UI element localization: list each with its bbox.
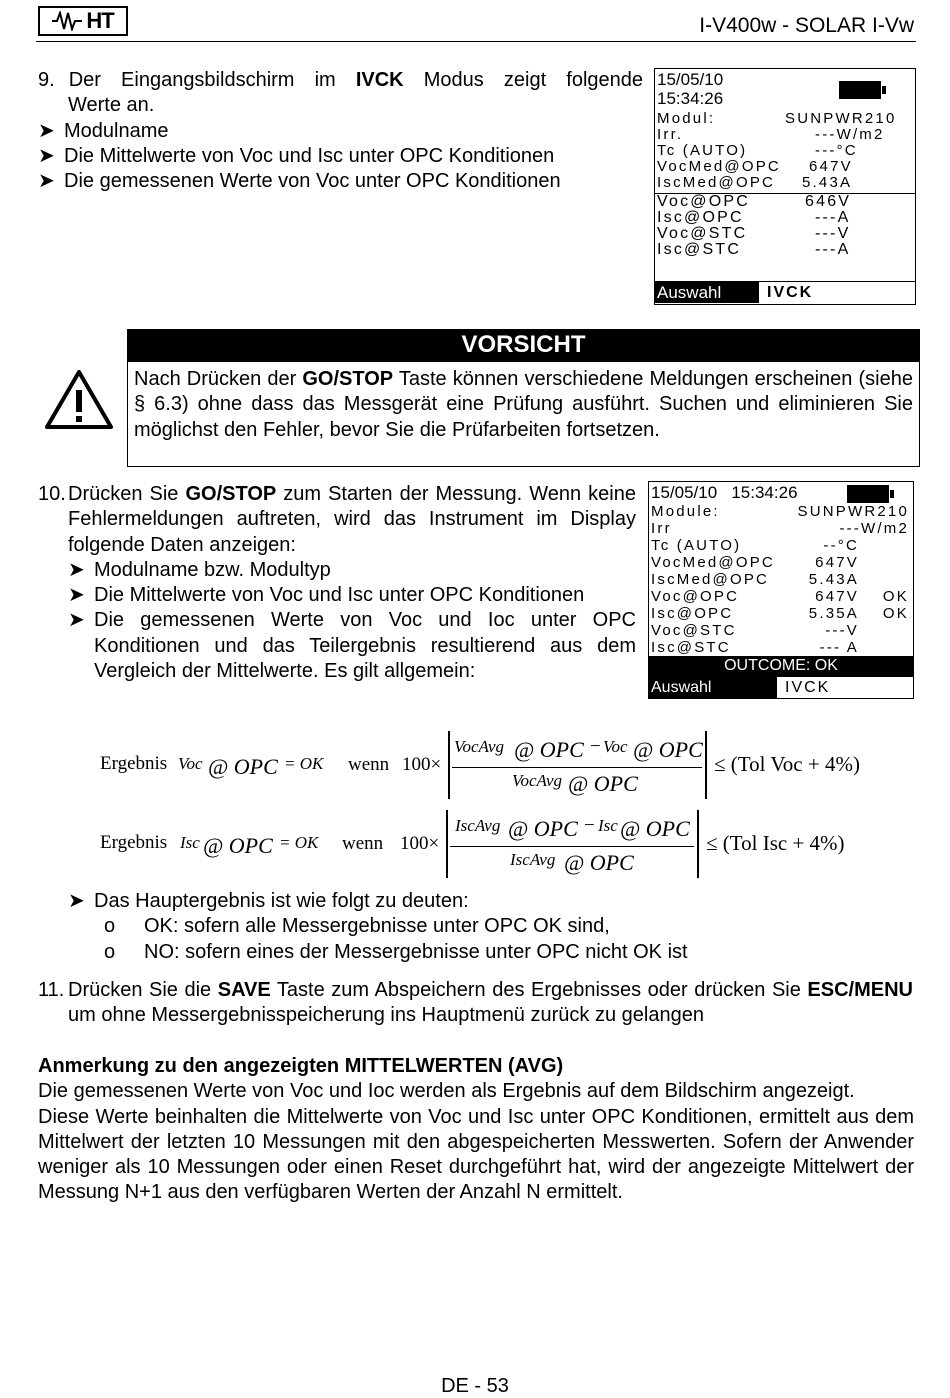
chevron-right-icon: ➤: [68, 890, 85, 912]
abs-bar-right: [697, 810, 699, 878]
formula-cond: wenn: [342, 833, 384, 854]
abs-bar-right: [705, 731, 707, 799]
logo-text: HT: [86, 8, 114, 33]
caution-text-bold: GO/STOP: [302, 368, 394, 390]
screen-row: [651, 555, 911, 572]
step-9-line-2: Werte an.: [68, 94, 155, 117]
bullet-text: Die Mittelwerte von Voc und Isc unter OPC Konditionen: [64, 144, 555, 167]
formula-lhs-at: @ OPC: [203, 833, 273, 858]
circle-bullet-icon: o: [104, 940, 116, 963]
abs-bar-left: [448, 731, 450, 799]
row-value: 647V: [809, 158, 853, 175]
row-value: ---V: [825, 622, 859, 639]
formula-lhs-at: @ OPC: [208, 754, 278, 779]
step-11-text-mid: Taste zum Abspeichern des Ergebnisses oder drücken Sie: [270, 979, 808, 1001]
chevron-right-icon: ➤: [38, 119, 55, 142]
battery-icon: [847, 485, 889, 503]
screen-row: [651, 572, 911, 589]
step-10-text-bold: GO/STOP: [185, 483, 277, 505]
row-label: Isc@OPC: [651, 605, 734, 622]
list-item: [38, 144, 643, 169]
formula-num-b: Isc: [598, 816, 618, 835]
formula-num-a-at: @ OPC: [514, 737, 584, 762]
formula-num-a-at: @ OPC: [508, 816, 578, 841]
outcome-explanation: [68, 889, 848, 965]
select-label: Auswahl: [655, 282, 759, 303]
chevron-right-icon: ➤: [38, 144, 55, 167]
formula-num-a: VocAvg: [454, 737, 505, 756]
formula-den: VocAvg: [512, 771, 563, 790]
screen-time: 15:34:26: [657, 89, 724, 108]
step-10-text-pre: Drücken Sie: [68, 483, 186, 505]
list-item: [104, 940, 848, 965]
formula-num-b-at: @ OPC: [633, 737, 703, 762]
screen-row: [651, 504, 911, 521]
select-label: Auswahl: [649, 677, 777, 698]
row-label: Isc@STC: [657, 241, 742, 258]
row-value: 5.43A: [808, 571, 859, 588]
bullet-text: Die Mittelwerte von Voc und Isc unter OPC Konditionen: [94, 584, 585, 607]
step-11-number: 11.: [38, 979, 65, 1001]
screen-row: [651, 623, 911, 640]
list-item: [68, 583, 636, 608]
formula-den: IscAvg: [510, 850, 556, 869]
row-value: SUNPWR210: [785, 110, 897, 127]
row-label: Isc@OPC: [657, 209, 744, 226]
row-label: Irr.: [657, 126, 684, 143]
row-value: ---W/m2: [815, 126, 885, 143]
ht-logo: [38, 6, 128, 36]
step-11-text-post: um ohne Messergebnisspeicherung ins Hauptmenü zurück zu gelangen: [68, 1004, 704, 1027]
formula-result-label: Ergebnis: [100, 753, 168, 774]
row-value: ---°C: [815, 142, 858, 159]
screen-row: [651, 521, 911, 538]
bullet-text: Die gemessenen Werte von Voc und Ioc unter OPC Konditionen und das Teilergebnis resultierend aus dem Vergleich der Mittelwerte. Es gilt allgemein:: [94, 609, 636, 683]
step-11-save-key: SAVE: [217, 979, 271, 1001]
chevron-right-icon: ➤: [68, 558, 85, 581]
screen-row: [651, 589, 911, 606]
formula-den-at: @ OPC: [564, 850, 634, 875]
chevron-right-icon: ➤: [68, 609, 85, 632]
list-item: [38, 119, 643, 144]
step-10-text-post: zum Starten der Messung. Wenn keine Fehlermeldungen auftreten, wird das Instrument im Display folgende Daten anzeigen:: [68, 483, 636, 556]
step-10-number: 10.: [38, 483, 66, 505]
bullet-text: Modulname: [64, 119, 169, 142]
formula-den-at: @ OPC: [568, 771, 638, 796]
step-9-text: [55, 68, 643, 93]
formula-rhs: ≤ (Tol Isc + 4%): [706, 831, 845, 855]
caution-text-post: Taste können verschiedene Meldungen erscheinen (siehe § 6.3) ohne dass das Messgerät eine Prüfung ausführt. Suchen und eliminieren Sie möglichst den Fehler, bevor Sie die Prüfarbeiten fortsetzen.: [134, 368, 913, 441]
row-label: VocMed@OPC: [657, 158, 781, 175]
formula-factor: 100×: [400, 833, 440, 854]
logo-wave-icon: [52, 11, 82, 31]
note-paragraph-2: Diese Werte beinhalten die Mittelwerte von Voc und Isc unter OPC Konditionen, ermittelt aus dem Mittelwert der letzten 10 Messungen mit den abgespeicherten Messwerten. Sofern der Anwender weniger als 10 Messungen oder einen Reset durchgeführt hat, wird der angezeigte Mittelwert der Messung N+1 aus den verfügbaren Werten der Anzahl N ermittelt.: [38, 1105, 914, 1204]
abs-bar-left: [446, 810, 448, 878]
caution-text: [127, 361, 920, 467]
step-11-esc-key: ESC/MENU: [807, 979, 913, 1001]
screen-footer: [655, 281, 915, 304]
screen-row: [651, 606, 911, 623]
row-status: OK: [882, 588, 909, 605]
screen-row: [657, 175, 913, 192]
list-item: [68, 558, 636, 583]
fraction-bar: [452, 767, 702, 768]
formula-rhs: ≤ (Tol Voc + 4%): [714, 752, 860, 776]
bullet-text: Modulname bzw. Modultyp: [94, 558, 331, 581]
step-9-text-bold: IVCK: [355, 69, 404, 91]
row-label: Voc@STC: [651, 622, 737, 639]
row-value: --°C: [823, 537, 859, 554]
row-value: ---V: [815, 225, 851, 242]
row-value: --- A: [819, 639, 859, 656]
screen-datetime: 15/05/10 15:34:26: [651, 483, 798, 502]
row-value: ---W/m2: [839, 520, 909, 537]
list-item: [38, 169, 643, 194]
formula-num-b-at: @ OPC: [620, 816, 690, 841]
row-label: Voc@OPC: [651, 588, 740, 605]
step-11: [38, 978, 913, 1029]
formula-lhs-var: Isc: [180, 833, 200, 852]
bullet-text: Das Hauptergebnis ist wie folgt zu deuten:: [94, 890, 469, 912]
caution-text-pre: Nach Drücken der: [134, 368, 303, 390]
formula-lhs-var: Voc: [178, 754, 203, 773]
step-9-text-pre: Der Eingangsbildschirm im: [68, 69, 356, 91]
formula-factor: 100×: [402, 754, 442, 775]
formula-lhs-eq: = OK: [284, 754, 324, 773]
step-10: [38, 482, 636, 684]
document-title: I-V400w - SOLAR I-Vw: [699, 14, 914, 37]
note-paragraph-1: Die gemessenen Werte von Voc und Ioc werden als Ergebnis auf dem Bildschirm angezeigt.: [38, 1080, 855, 1103]
row-label: Tc (AUTO): [657, 142, 748, 159]
step-10-intro: [38, 482, 636, 558]
row-label: Irr: [651, 520, 672, 537]
chevron-right-icon: ➤: [68, 584, 85, 607]
note-section: [38, 1054, 914, 1206]
list-item: [104, 914, 848, 939]
step-9-number: 9.: [38, 69, 55, 91]
row-value: 647V: [815, 588, 859, 605]
step-9: [38, 68, 643, 194]
sub-item-text: NO: sofern eines der Messergebnisse unter OPC nicht OK ist: [144, 940, 688, 963]
row-label: Isc@STC: [651, 639, 731, 656]
row-status: OK: [882, 605, 909, 622]
row-label: Module:: [651, 503, 720, 520]
formula-cond: wenn: [348, 754, 390, 775]
screen-footer: [649, 676, 913, 699]
row-value: 646V: [805, 193, 852, 210]
caution-title: VORSICHT: [127, 329, 920, 361]
outcome-bar: OUTCOME: OK: [649, 656, 913, 676]
bullet-text: Die gemessenen Werte von Voc unter OPC Konditionen: [64, 170, 561, 193]
sub-item-text: OK: sofern alle Messergebnisse unter OPC OK sind,: [144, 915, 610, 938]
row-value: 5.43A: [802, 174, 853, 191]
step-9-text-post: Modus zeigt folgende: [403, 69, 643, 91]
step-11-text-pre: Drücken Sie die: [68, 979, 218, 1001]
screen-date: 15/05/10: [657, 70, 724, 89]
screen-row: [657, 242, 913, 259]
row-label: Voc@OPC: [657, 193, 751, 210]
row-label: IscMed@OPC: [651, 571, 770, 588]
screen-row: [651, 538, 911, 555]
formula-lhs-eq: = OK: [279, 833, 319, 852]
mode-label: IVCK: [767, 284, 814, 301]
row-label: Tc (AUTO): [651, 537, 742, 554]
row-label: VocMed@OPC: [651, 554, 775, 571]
list-item: [68, 608, 636, 684]
formula-num-b: Voc: [603, 737, 628, 756]
formula-result-label: Ergebnis: [100, 832, 168, 853]
row-value: 5.35A: [808, 605, 859, 622]
instrument-screen-2: [648, 481, 914, 699]
instrument-screen-1: [654, 68, 916, 305]
formula-num-a: IscAvg: [455, 816, 501, 835]
battery-icon: [839, 81, 881, 99]
screen-row: [651, 640, 911, 657]
step-9-line-1: [38, 68, 643, 93]
mode-label: IVCK: [785, 679, 831, 696]
row-label: Modul:: [657, 110, 716, 127]
formula-num-minus: −: [584, 815, 595, 836]
circle-bullet-icon: o: [104, 915, 116, 938]
row-value: SUNPWR210: [797, 503, 909, 520]
fraction-bar: [450, 846, 694, 847]
warning-triangle-icon: [44, 368, 114, 430]
row-label: Voc@STC: [657, 225, 748, 242]
page-number: DE - 53: [441, 1375, 509, 1397]
list-item: [68, 889, 848, 914]
row-label: IscMed@OPC: [657, 174, 776, 191]
row-value: ---A: [815, 209, 851, 226]
chevron-right-icon: ➤: [38, 170, 55, 193]
note-heading: Anmerkung zu den angezeigten MITTELWERTEN (AVG): [38, 1055, 564, 1077]
row-value: ---A: [815, 241, 851, 258]
header-rule: [36, 41, 916, 42]
formula-num-minus: −: [590, 736, 601, 757]
row-value: 647V: [815, 554, 859, 571]
